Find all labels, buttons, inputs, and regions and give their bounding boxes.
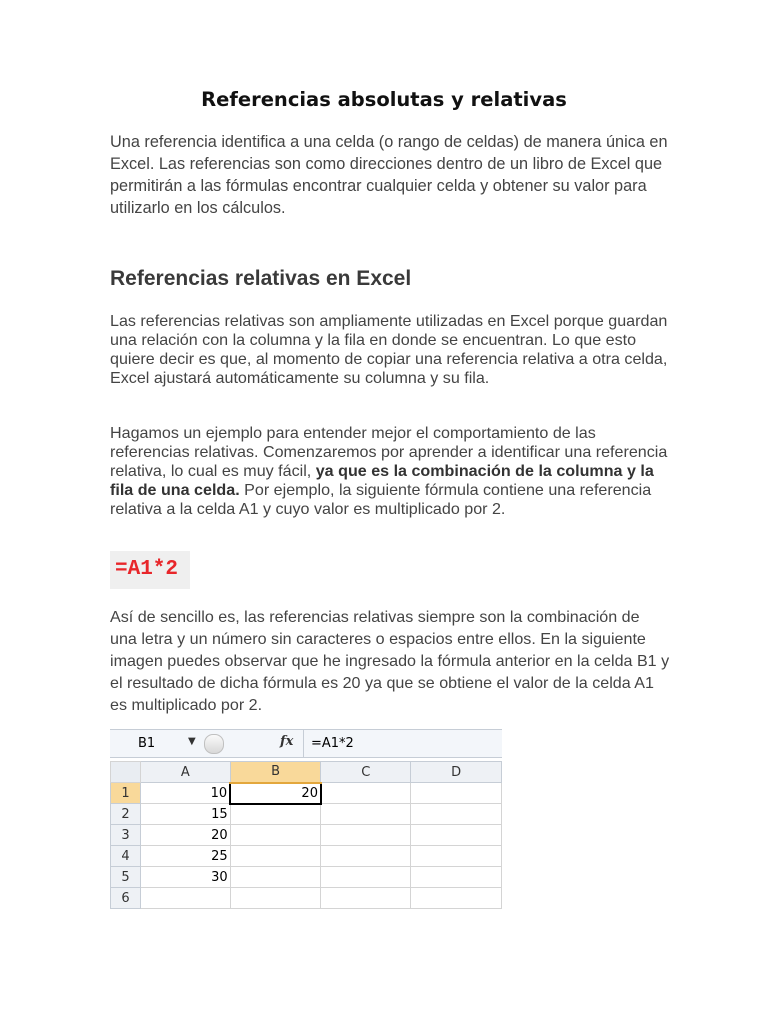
cell-d2[interactable]: [411, 804, 502, 825]
row-header-2[interactable]: 2: [111, 804, 141, 825]
cell-a3[interactable]: 20: [140, 825, 230, 846]
paragraph-example: [110, 424, 670, 519]
row-header-6[interactable]: 6: [111, 888, 141, 909]
formula-bar: [110, 729, 502, 758]
row-header-4[interactable]: 4: [111, 846, 141, 867]
cell-d5[interactable]: [411, 867, 502, 888]
paragraph-example-bold: ya que es la combinación de la columna y la fila de una celda.: [110, 462, 654, 499]
section-heading: Referencias relativas en Excel: [110, 267, 412, 290]
formula-example-box: [110, 551, 190, 589]
cell-c6[interactable]: [321, 888, 411, 909]
table-row: [111, 783, 502, 804]
cell-c1[interactable]: [321, 783, 411, 804]
cell-a6[interactable]: [140, 888, 230, 909]
fx-icon[interactable]: fx: [280, 734, 294, 749]
cell-c2[interactable]: [321, 804, 411, 825]
table-row: [111, 804, 502, 825]
cell-c3[interactable]: [321, 825, 411, 846]
paragraph-explanation: Así de sencillo es, las referencias relativas siempre son la combinación de una letra y un número sin caracteres o espacios entre ellos. En la siguiente imagen puedes observar que he ingresado la fórmula anterior en la celda B1 y el resultado de dicha fórmula es 20 ya que se obtiene el valor de la celda A1 es multiplicado por 2.: [110, 608, 670, 714]
paragraph-example-end: Por ejemplo, la siguiente fórmula contiene una referencia relativa a la celda A1 y cuyo valor es multiplicado por 2.: [110, 481, 652, 518]
cell-a4[interactable]: 25: [140, 846, 230, 867]
cell-b4[interactable]: [230, 846, 321, 867]
paragraph-example-start: Hagamos un ejemplo para entender mejor el comportamiento de las referencias relativas. Comenzaremos por aprender a identificar una referencia relativa, lo cual es muy fácil,: [110, 424, 668, 480]
select-all-corner[interactable]: [111, 762, 141, 783]
cell-a5[interactable]: 30: [140, 867, 230, 888]
table-row: [111, 888, 502, 909]
table-row: [111, 846, 502, 867]
cell-d6[interactable]: [411, 888, 502, 909]
cell-d1[interactable]: [411, 783, 502, 804]
cell-c5[interactable]: [321, 867, 411, 888]
cell-b1[interactable]: 20: [230, 783, 321, 804]
cell-b5[interactable]: [230, 867, 321, 888]
row-header-3[interactable]: 3: [111, 825, 141, 846]
cell-a2[interactable]: 15: [140, 804, 230, 825]
intro-paragraph: Una referencia identifica a una celda (o rango de celdas) de manera única en Excel. Las referencias son como direcciones dentro de un libro de Excel que permitirán a las fórmulas encontrar cualquier celda y obtener su valor para utilizarlo en los cálculos.: [110, 133, 668, 217]
formula-bar-divider: [303, 730, 304, 757]
document-title: Referencias absolutas y relativas: [201, 88, 567, 111]
column-header-a[interactable]: A: [140, 762, 230, 783]
cell-d4[interactable]: [411, 846, 502, 867]
column-header-b[interactable]: B: [230, 762, 321, 783]
cell-grid: [110, 761, 502, 909]
cell-b3[interactable]: [230, 825, 321, 846]
formula-example-text: =A1*2: [115, 558, 179, 581]
table-row: [111, 867, 502, 888]
cell-d3[interactable]: [411, 825, 502, 846]
column-header-d[interactable]: D: [411, 762, 502, 783]
column-header-c[interactable]: C: [321, 762, 411, 783]
paragraph-relative-refs: Las referencias relativas son ampliamente utilizadas en Excel porque guardan una relación con la columna y la fila en donde se encuentran. Lo que esto quiere decir es que, al momento de copiar una referencia relativa a otra celda, Excel ajustará automáticamente su columna y su fila.: [110, 312, 668, 387]
chevron-down-icon[interactable]: ▼: [188, 736, 196, 747]
cell-b2[interactable]: [230, 804, 321, 825]
table-row: [111, 825, 502, 846]
column-header-row: [111, 762, 502, 783]
cell-a1[interactable]: 10: [140, 783, 230, 804]
row-header-1[interactable]: 1: [111, 783, 141, 804]
spreadsheet-screenshot: [110, 729, 502, 911]
cell-b6[interactable]: [230, 888, 321, 909]
name-box[interactable]: B1: [138, 736, 156, 751]
formula-input[interactable]: =A1*2: [311, 736, 354, 751]
row-header-5[interactable]: 5: [111, 867, 141, 888]
resize-grip-icon[interactable]: [204, 734, 224, 754]
cell-c4[interactable]: [321, 846, 411, 867]
